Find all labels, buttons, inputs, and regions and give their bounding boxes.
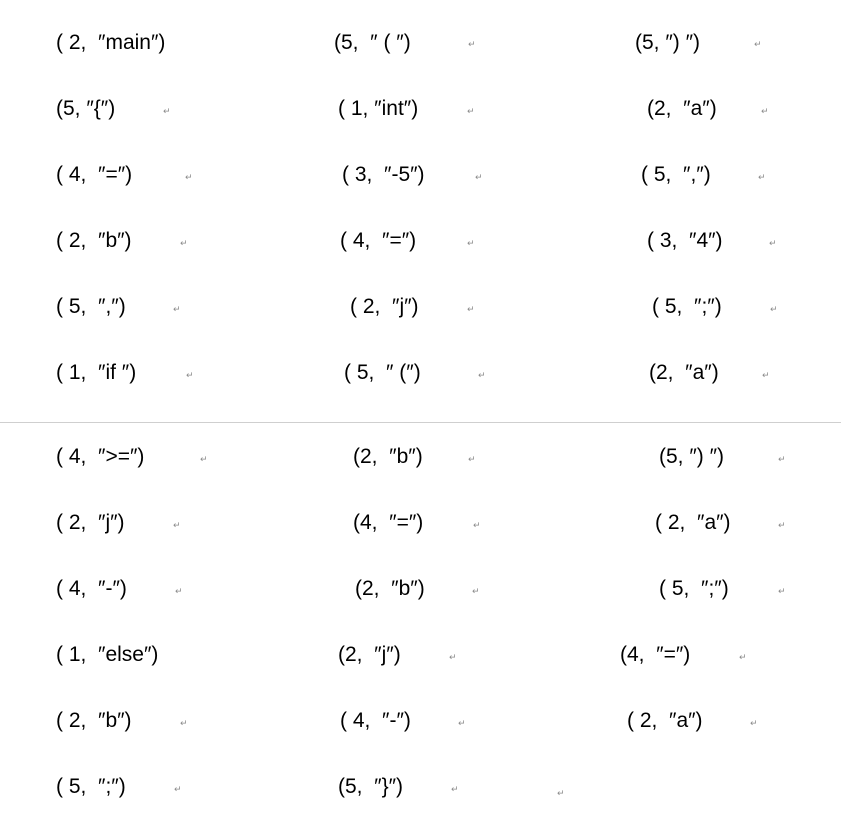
token-cell: (4, ″=″) [620,643,691,666]
token-cell: ( 4, ″=″) [340,229,417,252]
token-cell: ( 5, ″;″) [652,295,722,318]
token-cell: (2, ″j″) [338,643,401,666]
paragraph-mark-icon: ↵ [750,719,758,729]
token-cell: ( 3, ″-5″) [342,163,425,186]
token-cell: ( 2, ″b″) [56,709,132,732]
paragraph-mark-icon: ↵ [761,107,769,117]
token-cell: ( 2, ″b″) [56,229,132,252]
token-cell: (5, ″) ″) [659,445,725,468]
token-cell: ( 4, ″-″) [56,577,127,600]
token-cell: ( 4, ″-″) [340,709,411,732]
paragraph-mark-icon: ↵ [175,587,183,597]
paragraph-mark-icon: ↵ [478,371,486,381]
paragraph-mark-icon: ↵ [770,305,778,315]
token-cell: (2, ″b″) [353,445,423,468]
paragraph-mark-icon: ↵ [778,587,786,597]
token-cell: ( 1, ″if ″) [56,361,137,384]
token-cell: ( 5, ″;″) [659,577,729,600]
token-cell: (5, ″{″) [56,97,116,120]
token-cell: ( 5, ″;″) [56,775,126,798]
token-cell: ( 1, ″else″) [56,643,159,666]
token-cell: (2, ″a″) [647,97,717,120]
paragraph-mark-icon: ↵ [754,40,762,50]
token-cell: ( 2, ″a″) [627,709,703,732]
paragraph-mark-icon: ↵ [472,587,480,597]
paragraph-mark-icon: ↵ [468,455,476,465]
paragraph-mark-icon: ↵ [200,455,208,465]
token-cell: ( 5, ″ (″) [344,361,421,384]
token-cell: ( 5, ″,″) [641,163,711,186]
paragraph-mark-icon: ↵ [451,785,459,795]
token-cell: (2, ″b″) [355,577,425,600]
paragraph-mark-icon: ↵ [458,719,466,729]
paragraph-mark-icon: ↵ [468,40,476,50]
token-cell: ( 4, ″>=″) [56,445,145,468]
paragraph-mark-icon: ↵ [180,239,188,249]
token-cell: (5, ″}″) [338,775,404,798]
token-cell: ( 2, ″a″) [655,511,731,534]
token-cell: ( 5, ″,″) [56,295,126,318]
paragraph-mark-icon: ↵ [163,107,171,117]
paragraph-mark-icon: ↵ [762,371,770,381]
token-cell: ( 3, ″4″) [647,229,723,252]
page-break-divider [0,422,841,423]
paragraph-mark-icon: ↵ [778,521,786,531]
paragraph-mark-icon: ↵ [467,305,475,315]
paragraph-mark-icon: ↵ [174,785,182,795]
paragraph-mark-icon: ↵ [778,455,786,465]
token-cell: ( 1, ″int″) [338,97,419,120]
token-cell: (5, ″) ″) [635,31,701,54]
token-cell: ( 2, ″main″) [56,31,166,54]
token-cell: ( 2, ″j″) [350,295,419,318]
paragraph-mark-icon: ↵ [739,653,747,663]
paragraph-mark-icon: ↵ [475,173,483,183]
token-cell: (4, ″=″) [353,511,424,534]
token-cell: ( 2, ″j″) [56,511,125,534]
paragraph-mark-icon: ↵ [467,107,475,117]
paragraph-mark-icon: ↵ [557,789,565,799]
paragraph-mark-icon: ↵ [769,239,777,249]
paragraph-mark-icon: ↵ [180,719,188,729]
paragraph-mark-icon: ↵ [173,305,181,315]
paragraph-mark-icon: ↵ [758,173,766,183]
token-cell: ( 4, ″=″) [56,163,133,186]
paragraph-mark-icon: ↵ [173,521,181,531]
paragraph-mark-icon: ↵ [473,521,481,531]
paragraph-mark-icon: ↵ [185,173,193,183]
token-cell: (5, ″ ( ″) [334,31,411,54]
paragraph-mark-icon: ↵ [186,371,194,381]
paragraph-mark-icon: ↵ [449,653,457,663]
paragraph-mark-icon: ↵ [467,239,475,249]
token-cell: (2, ″a″) [649,361,719,384]
